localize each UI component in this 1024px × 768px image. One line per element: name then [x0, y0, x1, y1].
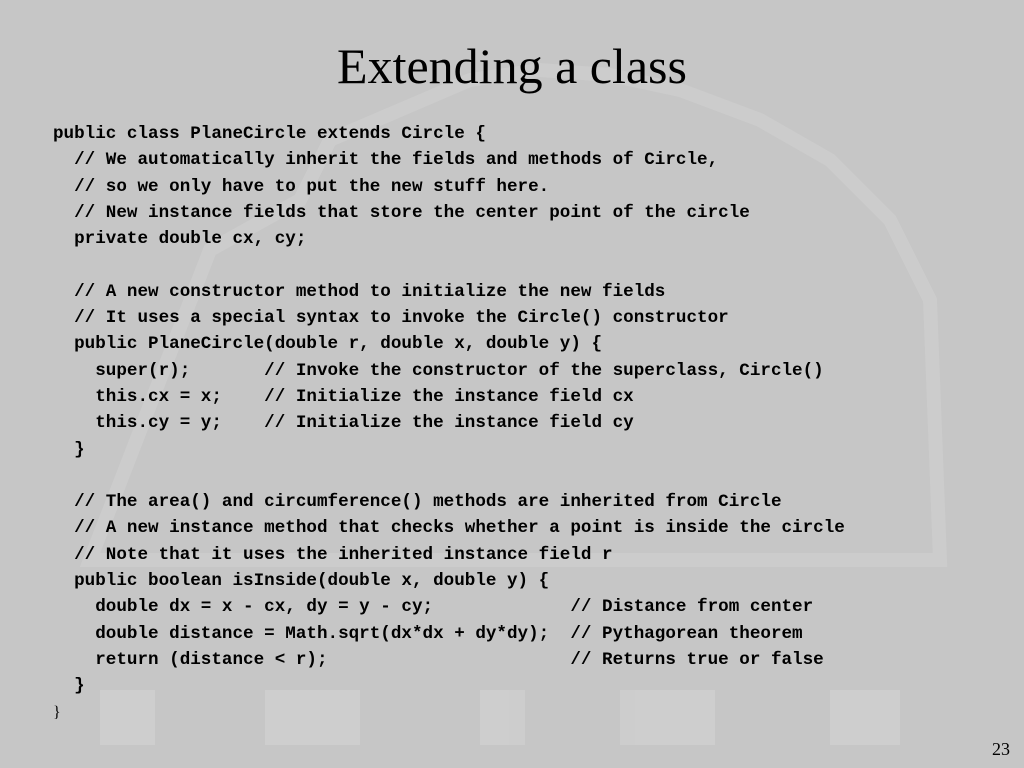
- code-line: this.cx = x; // Initialize the instance field cx: [53, 386, 634, 407]
- code-line: double dx = x - cx, dy = y - cy; // Distance from center: [53, 597, 814, 618]
- slide-title: Extending a class: [337, 38, 687, 94]
- code-line: super(r); // Invoke the constructor of the superclass, Circle(): [53, 360, 824, 381]
- code-line: public class PlaneCircle extends Circle {: [53, 124, 486, 144]
- code-line: }: [53, 703, 61, 721]
- code-line: // Note that it uses the inherited instance field r: [53, 544, 613, 565]
- code-line: double distance = Math.sqrt(dx*dx + dy*dy); // Pythagorean theorem: [53, 623, 803, 644]
- code-line: public PlaneCircle(double r, double x, double y) {: [53, 334, 603, 355]
- code-line: // so we only have to put the new stuff here.: [53, 176, 550, 197]
- code-line: // New instance fields that store the center point of the circle: [53, 202, 750, 223]
- code-line: [53, 252, 993, 278]
- code-line: private double cx, cy;: [53, 229, 307, 250]
- code-line: // We automatically inherit the fields and methods of Circle,: [53, 150, 719, 171]
- code-line: // It uses a special syntax to invoke the Circle() constructor: [53, 308, 729, 329]
- code-line: this.cy = y; // Initialize the instance field cy: [53, 413, 634, 434]
- code-line: return (distance < r); // Returns true or false: [53, 649, 824, 670]
- code-block: [53, 121, 993, 726]
- code-line: // A new constructor method to initialize the new fields: [53, 281, 666, 302]
- code-line: }: [53, 439, 85, 460]
- code-line: public boolean isInside(double x, double y) {: [53, 571, 550, 592]
- slide-number: 23: [992, 739, 1010, 759]
- code-line: [53, 463, 993, 489]
- code-line: // A new instance method that checks whether a point is inside the circle: [53, 518, 845, 539]
- code-line: // The area() and circumference() methods are inherited from Circle: [53, 492, 782, 513]
- code-line: }: [53, 676, 85, 697]
